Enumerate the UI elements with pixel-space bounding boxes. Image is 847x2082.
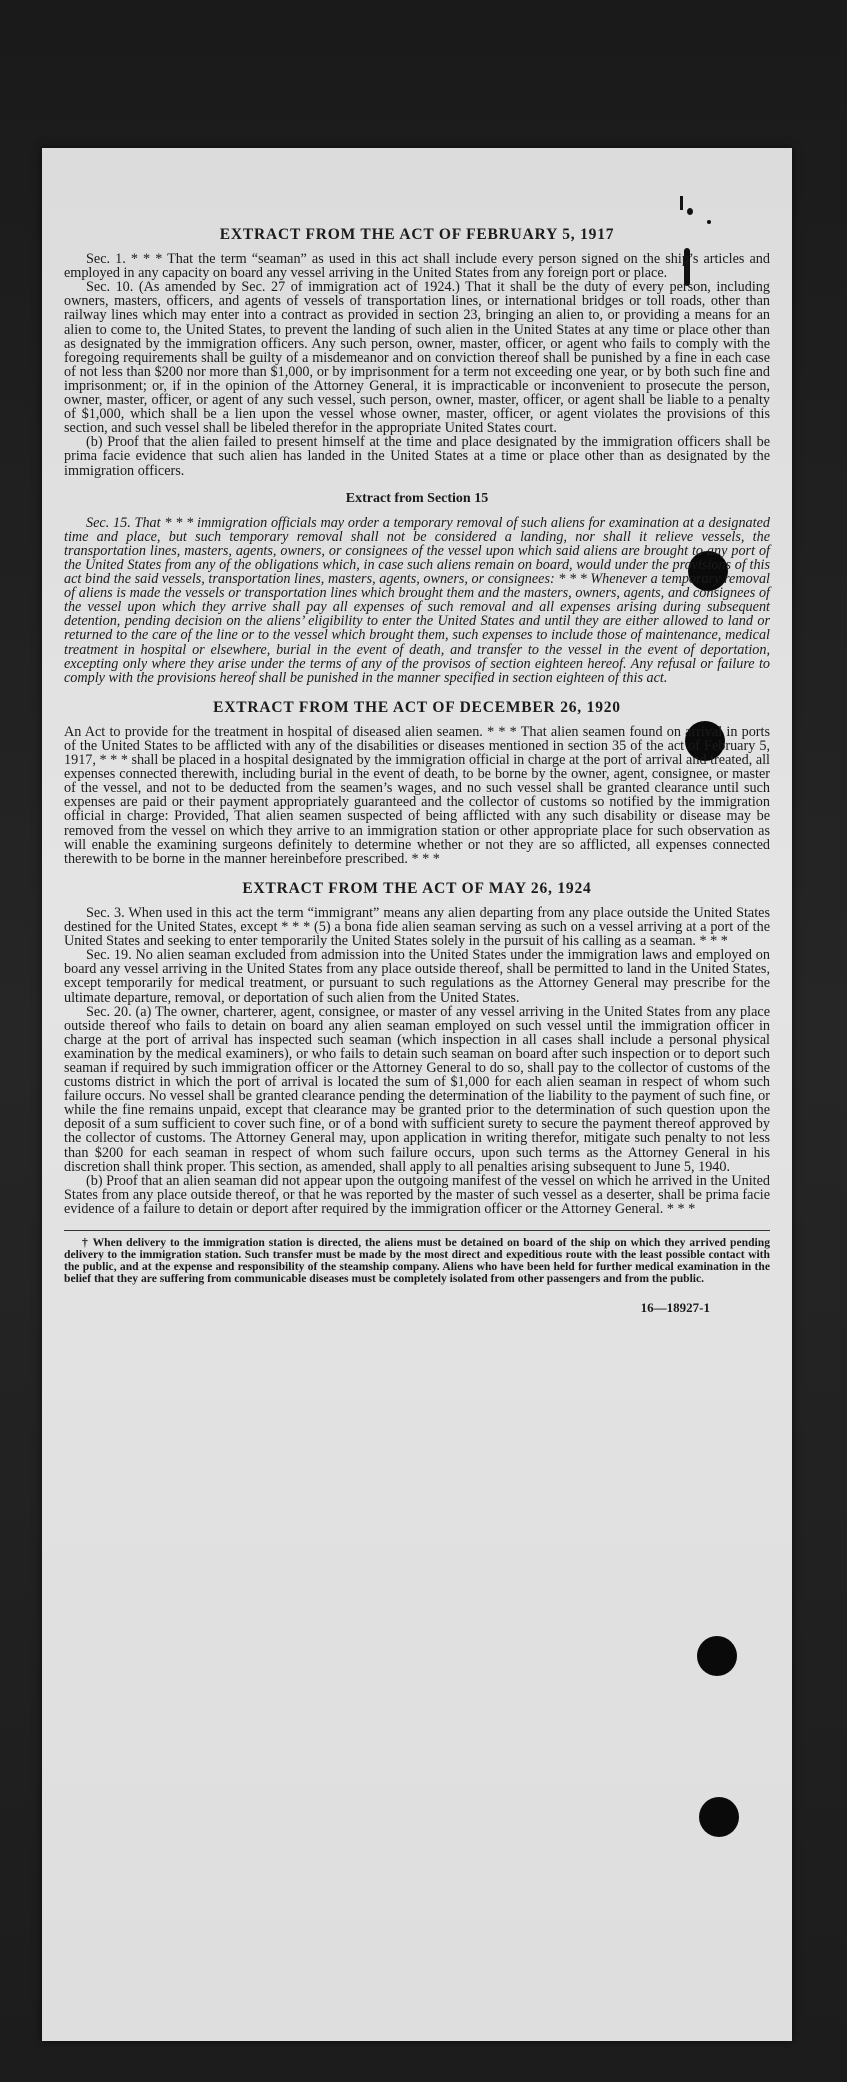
document-number: 16—18927-1 bbox=[640, 1300, 710, 1315]
section-3-text: Sec. 3. When used in this act the term “immigrant” means any alien departing from any place outside the United States destined for the United States, except * * * (5) a bona fide alien seaman serving as such on a vessel arriving at a port of the United States and seeking to enter temporarily the United States solely in the pursuit of his calling as a seaman. * * * bbox=[64, 904, 770, 950]
document-page bbox=[42, 148, 792, 2041]
section-19-text: Sec. 19. No alien seaman excluded from admission into the United States under the immigration laws and employed on board any vessel arriving in the United States from any place outside thereof, shall be permitted to land in the United States, except temporarily for medical treatment, or pursuant to such regulations as the Attorney General may prescribe for the ultimate departure, removal, or deportation of such alien from the United States. bbox=[64, 947, 770, 1006]
ink-mark bbox=[687, 208, 693, 215]
section-1-text: Sec. 1. * * * That the term “seaman” as used in this act shall include every person signed on the ship’s articles and employed in any capacity on board any vessel arriving in the United States from any foreign port or place. bbox=[64, 251, 770, 282]
footnote-divider bbox=[64, 1230, 770, 1231]
ink-mark bbox=[680, 196, 683, 210]
ink-mark bbox=[707, 220, 711, 224]
section-20-text: Sec. 20. (a) The owner, charterer, agent, consignee, or master of any vessel arriving in the United States from any place outside thereof who fails to detain on board any alien seaman employed on such vessel until the immigration officer in charge at the port of arrival has inspected such seaman (which inspection in all cases shall include a personal physical examination by the medical examiners), or who fails to detain such seaman on board after such inspection or to deport such seaman if required by such immigration officer or the Attorney General to do so, shall pay to the collector of customs of the customs district in which the port of arrival is located the sum of $1,000 for each alien seaman in respect of whom such failure occurs. No vessel shall be granted clearance pending the determination of the liability to the payment of such fine, or while the fine remains unpaid, except that clearance may be granted prior to the determination of such question upon the deposit of a sum sufficient to cover such fine, or of a bond with sufficient surety to secure the payment thereof approved by the collector of customs. The Attorney General may, upon application in writing therefor, mitigate such penalty to not less than $200 for each seaman in respect of whom such failure occurs, upon such terms as the Attorney General in his discretion shall think proper. This section, as amended, shall apply to all penalties arising subsequent to June 5, 1940. bbox=[64, 1003, 770, 1175]
section-20b-text: (b) Proof that an alien seaman did not appear upon the outgoing manifest of the vessel on which he arrived in the United States from any place outside thereof, or that he was reported by the master of such vessel as a deserter, shall be prima facie evidence of a failure to detain or deport after required by the immigration officer or the Attorney General. * * * bbox=[64, 1172, 770, 1217]
section-10-text: Sec. 10. (As amended by Sec. 27 of immigration act of 1924.) That it shall be the duty of every person, including owners, masters, officers, and agents of vessels of transportation lines, or international bridges or toll roads, other than railway lines which may enter into a contract as provided in section 23, bringing an alien to, or providing a means for an alien to come to, the United States, to prevent the landing of such alien in the United States at any time or place other than as designated by the immigration officers. Any such person, owner, master, officer, or agent who fails to comply with the foregoing requirements shall be guilty of a misdemeanor and on conviction thereof shall be punished by a fine in each case of not less than $200 nor more than $1,000, or by imprisonment for a term not exceeding one year, or by both such fine and imprisonment; or, if in the opinion of the Attorney General, it is impracticable or inconvenient to prosecute the person, owner, master, officer, or agent of any such vessel, such person, owner, master, officer, or agent shall be liable to a penalty of $1,000, which shall be a lien upon the vessel whose owner, master, officer, or agent violates the provisions of this section, and such vessel shall be libeled therefor in the appropriate United States court. bbox=[64, 279, 770, 437]
section-15-text: Sec. 15. That * * * immigration officials may order a temporary removal of such aliens for examination at a designated time and place, but such temporary removal shall not be considered a landing, nor shall it relieve vessels, the transportation lines, masters, agents, owners, or consignees of the vessel upon which said aliens are brought to any port of the United States from any of the obligations which, in case such aliens remain on board, would under the provisions of this act bind the said vessels, transportation lines, masters, agents, owners, or consignees: * * * Whenever a temporary removal of aliens is made the vessels or transportation lines which brought them and the masters, owners, agents, and consignees of the vessel upon which they arrive shall pay all expenses of such removal and all expenses arising during subsequent detention, pending decision on the aliens’ eligibility to enter the United States and until they are either allowed to land or returned to the care of the line or to the vessel which brought them, such expenses to include those of maintenance, medical treatment in hospital or elsewhere, burial in the event of death, and transfer to the vessel in the event of deportation, excepting only where they arise under the terms of any of the provisos of section eighteen hereof. Any refusal or failure to comply with the provisions hereof shall be punished in the manner specified in section eighteen of this act. bbox=[64, 514, 770, 686]
heading-act-1917: EXTRACT FROM THE ACT OF FEBRUARY 5, 1917 bbox=[219, 226, 615, 243]
act-1920-text: An Act to provide for the treatment in hospital of diseased alien seamen. * * * That alien seamen found on arrival in ports of the United States to be afflicted with any of the disabilities or diseases mentioned in section 35 of the act of February 5, 1917, * * * shall be placed in a hospital designated by the immigration official in charge at the port of arrival and treated, all expenses connected therewith, including burial in the event of death, to be borne by the owner, agent, consignee, or master of the vessel, and not to be deducted from the seamen’s wages, and no such vessel shall be granted clearance until such expenses are paid or their payment appropriately guaranteed and the collector of customs so notified by the immigration official in charge: Provided, That alien seamen suspected of being afflicted with any such disability or disease may be removed from the vessel on which they arrive to an immigration station or other appropriate place for such observation as will enable the examining surgeons definitely to determine whether or not they are so afflicted, all expenses connected therewith to be borne in the manner hereinbefore prescribed. * * * bbox=[64, 723, 770, 867]
punch-hole bbox=[697, 1636, 737, 1676]
footnote-text: † When delivery to the immigration station is directed, the aliens must be detained on board of the ship on which they arrived pending delivery to the immigration station. Such transfer must be made by the most direct and expeditious route with the least possible contact with the public, and at the expense and responsibility of the steamship company. Aliens who have been held for further medical examination in the belief that they are suffering from communicable diseases must be completely isolated from other passengers and from the public. bbox=[64, 1236, 770, 1285]
punch-hole bbox=[699, 1797, 739, 1837]
document-body bbox=[64, 228, 770, 1315]
subheading-section-15: Extract from Section 15 bbox=[345, 490, 489, 506]
section-10b-text: (b) Proof that the alien failed to present himself at the time and place designated by the immigration officers shall be prima facie evidence that such alien has landed in the United States at a time or place other than as designated by the immigration officers. bbox=[64, 434, 770, 479]
heading-act-1924: EXTRACT FROM THE ACT OF MAY 26, 1924 bbox=[242, 879, 592, 897]
heading-act-1920: EXTRACT FROM THE ACT OF DECEMBER 26, 1920 bbox=[213, 698, 621, 716]
